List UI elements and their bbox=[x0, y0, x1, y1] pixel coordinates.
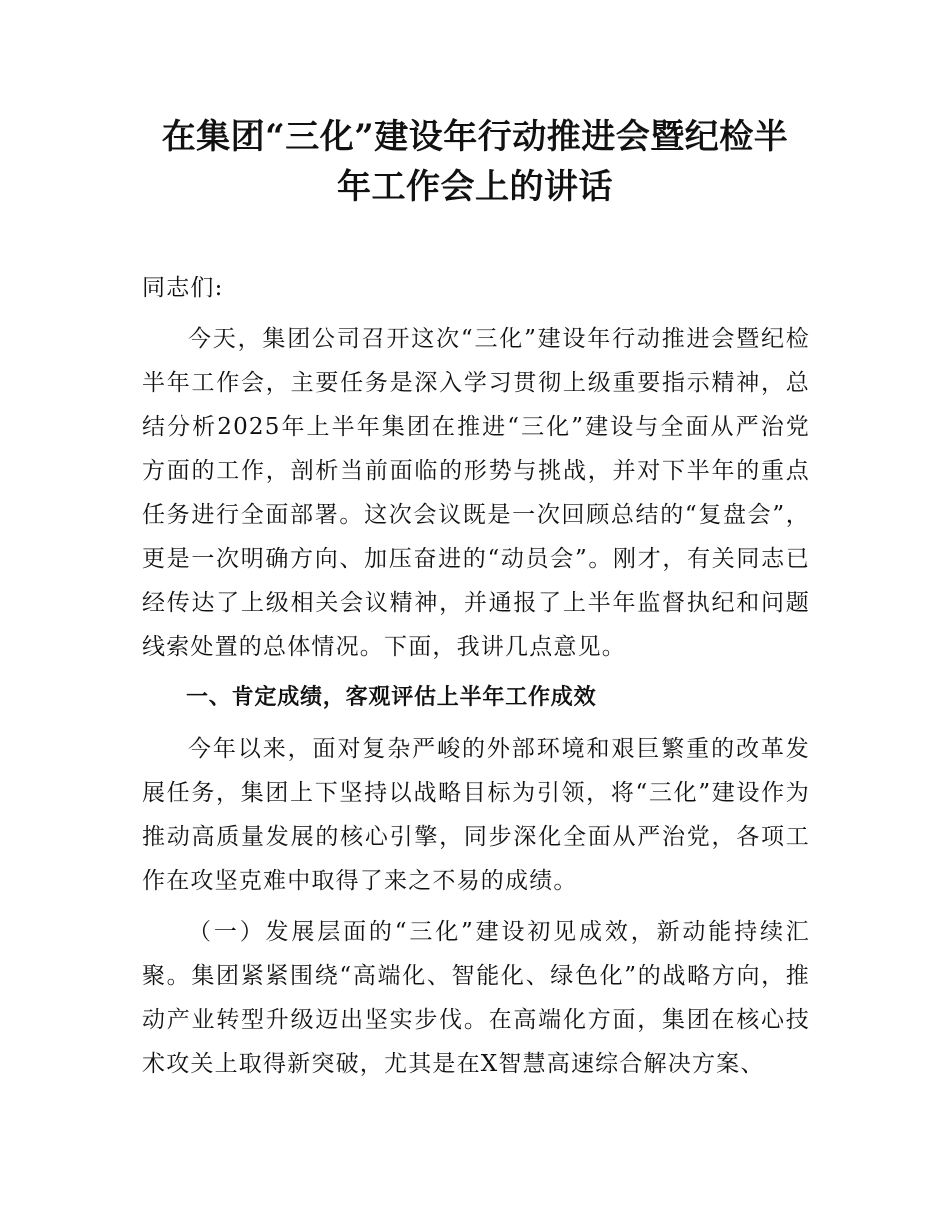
title-line-2: 年工作会上的讲话 bbox=[337, 167, 613, 207]
greeting: 同志们: bbox=[142, 275, 224, 301]
paragraph-opening: 今天，集团公司召开这次“三化”建设年行动推进会暨纪检半年工作会，主要任务是深入学习贯彻上级重要指示精神，总结分析2025年上半年集团在推进“三化”建设与全面从严治党方面的工作，剖析当前面临的形势与挑战，并对下半年的重点任务进行全面部署。这次会议既是一次回顾总结的“复盘会”，更是一次明确方向、加压奋进的“动员会”。刚才，有关同志已经传达了上级相关会议精神，并通报了上半年监督执纪和问题线索处置的总体情况。下面，我讲几点意见。 bbox=[142, 326, 810, 660]
document-title bbox=[120, 112, 830, 212]
title-line-1: 在集团“三化”建设年行动推进会暨纪检半 bbox=[161, 117, 789, 157]
section-heading-1: 一、肯定成绩，客观评估上半年工作成效 bbox=[186, 685, 597, 710]
paragraph-development: （一）发展层面的“三化”建设初见成效，新动能持续汇聚。集团紧紧围绕“高端化、智能化、绿色化”的战略方向，推动产业转型升级迈出坚实步伐。在高端化方面，集团在核心技术攻关上取得新突破，尤其是在X智慧高速综合解决方案、 bbox=[142, 919, 810, 1077]
document-body bbox=[142, 266, 810, 1093]
paragraph-achievements-intro: 今年以来，面对复杂严峻的外部环境和艰巨繁重的改革发展任务，集团上下坚持以战略目标为引领，将“三化”建设作为推动高质量发展的核心引擎，同步深化全面从严治党，各项工作在攻坚克难中取得了来之不易的成绩。 bbox=[142, 736, 810, 894]
